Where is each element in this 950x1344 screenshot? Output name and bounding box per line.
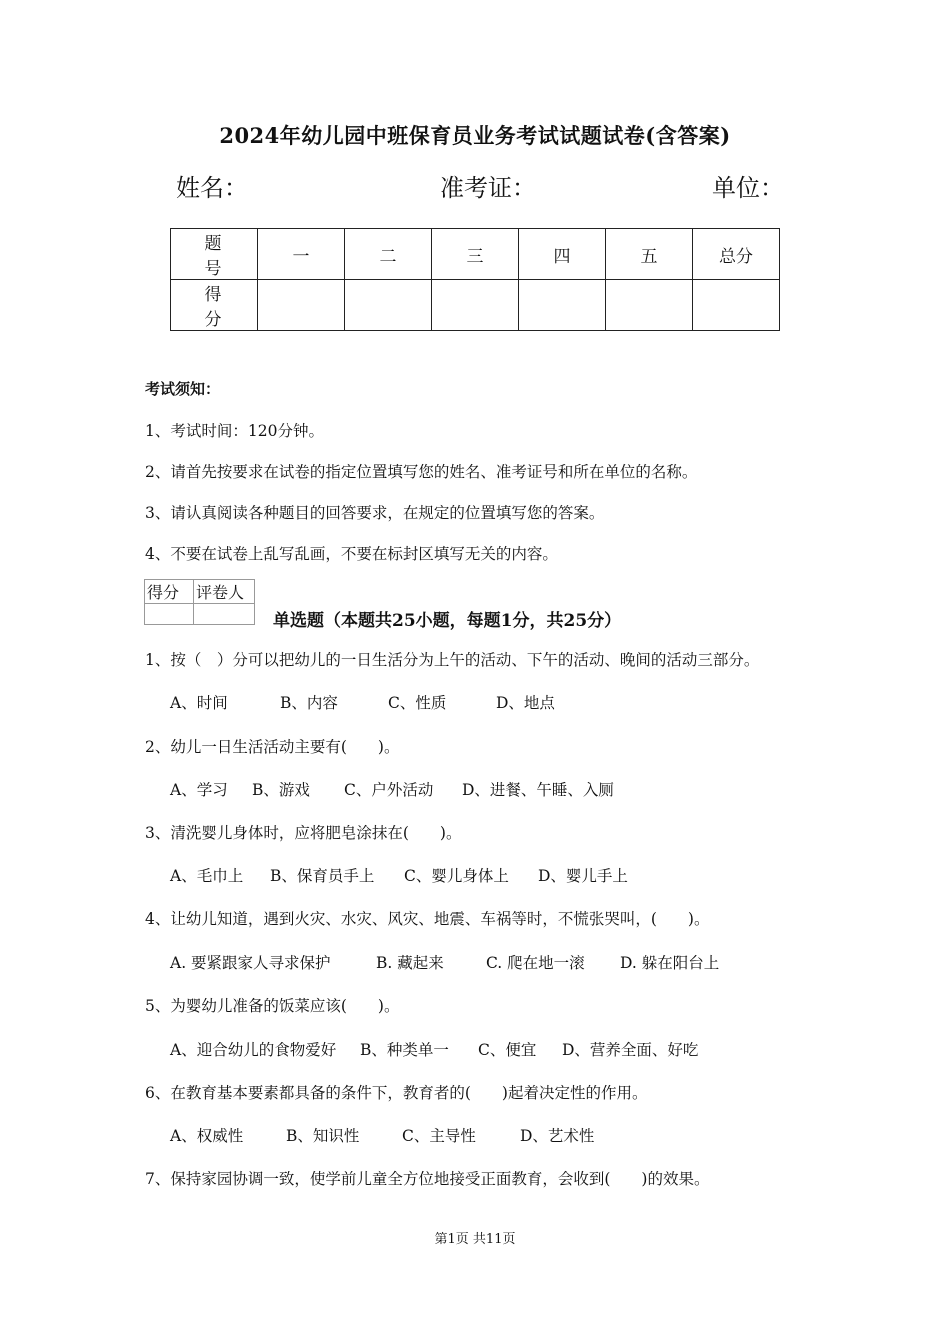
question-text: 1、按（ ）分可以把幼儿的一日生活分为上午的活动、下午的活动、晚间的活动三部分。	[145, 651, 760, 669]
option: B、种类单一	[360, 1041, 449, 1059]
option: C、婴儿身体上	[404, 867, 509, 885]
grader-reviewer-label: 评卷人	[194, 580, 255, 604]
option: B、保育员手上	[270, 867, 375, 885]
grader-reviewer-cell[interactable]	[194, 604, 255, 625]
question-options	[170, 951, 719, 973]
option: D、地点	[496, 694, 555, 712]
question-text: 6、在教育基本要素都具备的条件下，教育者的( )起着决定性的作用。	[145, 1084, 648, 1102]
option: D、进餐、午睡、入厕	[462, 781, 614, 799]
grader-score-cell[interactable]	[145, 604, 194, 625]
option: A、迎合幼儿的食物爱好	[170, 1041, 337, 1059]
option: B、知识性	[286, 1127, 360, 1145]
question-text: 4、让幼儿知道，遇到火灾、水灾、风灾、地震、车祸等时，不慌张哭叫，( )。	[145, 910, 710, 928]
exam-id-label: 准考证：	[440, 174, 536, 202]
question-text: 3、清洗婴儿身体时，应将肥皂涂抹在( )。	[145, 824, 462, 842]
option: A、权威性	[170, 1127, 244, 1145]
score-cell[interactable]	[519, 280, 606, 331]
name-label: 姓名：	[176, 174, 248, 202]
section-title: 单选题（本题共25小题，每题1分，共25分）	[273, 611, 622, 631]
grader-box	[144, 579, 255, 625]
score-header-cell: 三	[432, 229, 519, 280]
score-header-cell: 二	[345, 229, 432, 280]
option: C、便宜	[478, 1041, 537, 1059]
score-cell[interactable]	[345, 280, 432, 331]
option: C、性质	[388, 694, 447, 712]
option: B. 藏起来	[376, 954, 444, 972]
notice-item: 1、考试时间：120分钟。	[145, 422, 324, 440]
score-row-label: 得 分	[171, 280, 258, 331]
option: D、艺术性	[520, 1127, 595, 1145]
score-table	[170, 228, 780, 331]
page-footer: 第1页 共11页	[434, 1232, 516, 1247]
option: C. 爬在地一滚	[486, 954, 585, 972]
score-cell[interactable]	[432, 280, 519, 331]
notice-item: 2、请首先按要求在试卷的指定位置填写您的姓名、准考证号和所在单位的名称。	[145, 463, 698, 481]
question-text: 2、幼儿一日生活活动主要有( )。	[145, 738, 400, 756]
option: C、户外活动	[344, 781, 434, 799]
option: D、营养全面、好吃	[562, 1041, 699, 1059]
score-header-cell: 题 号	[171, 229, 258, 280]
question-options	[170, 778, 614, 800]
notice-item: 3、请认真阅读各种题目的回答要求，在规定的位置填写您的答案。	[145, 504, 605, 522]
option: A、时间	[170, 694, 228, 712]
option: D、婴儿手上	[538, 867, 628, 885]
question-options	[170, 691, 555, 713]
score-header-cell: 一	[258, 229, 345, 280]
option: A、学习	[170, 781, 228, 799]
score-table-header-row	[171, 229, 780, 280]
question-options	[170, 864, 628, 886]
notice-title: 考试须知：	[145, 380, 221, 398]
option: A、毛巾上	[170, 867, 244, 885]
score-header-cell: 总分	[693, 229, 780, 280]
score-header-cell: 四	[519, 229, 606, 280]
notice-item: 4、不要在试卷上乱写乱画，不要在标封区填写无关的内容。	[145, 545, 558, 563]
option: D. 躲在阳台上	[620, 954, 720, 972]
option: C、主导性	[402, 1127, 476, 1145]
option: A. 要紧跟家人寻求保护	[170, 954, 331, 972]
score-header-cell: 五	[606, 229, 693, 280]
score-table-score-row	[171, 280, 780, 331]
question-text: 5、为婴幼儿准备的饭菜应该( )。	[145, 997, 400, 1015]
grader-score-label: 得分	[145, 580, 194, 604]
score-cell[interactable]	[693, 280, 780, 331]
question-text: 7、保持家园协调一致，使学前儿童全方位地接受正面教育，会收到( )的效果。	[145, 1170, 710, 1188]
question-options	[170, 1124, 594, 1146]
question-options	[170, 1038, 698, 1060]
option: B、游戏	[252, 781, 310, 799]
unit-label: 单位：	[712, 174, 784, 202]
score-cell[interactable]	[606, 280, 693, 331]
option: B、内容	[280, 694, 338, 712]
page-title: 2024年幼儿园中班保育员业务考试试题试卷(含答案)	[219, 123, 731, 148]
